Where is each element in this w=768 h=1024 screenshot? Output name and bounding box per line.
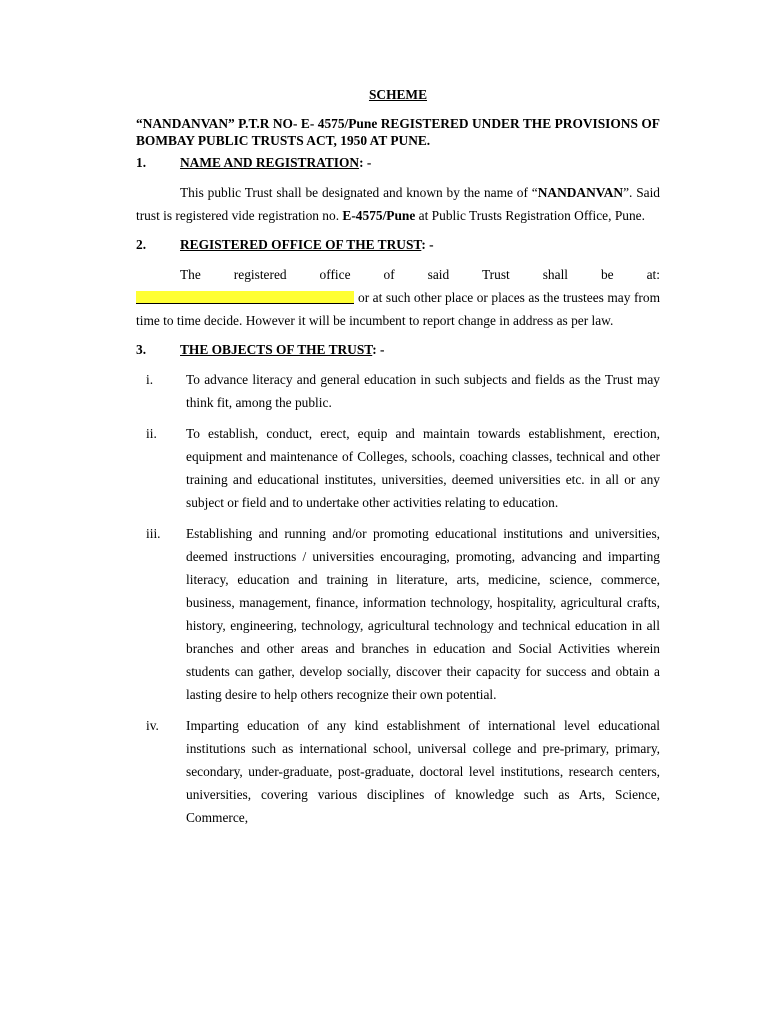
section-heading-registered-office	[136, 236, 660, 254]
trust-name: NANDANVAN	[537, 185, 624, 200]
objects-list	[136, 368, 660, 829]
list-item	[136, 422, 660, 514]
document-title: SCHEME	[368, 87, 428, 102]
section-paragraph-name-registration	[136, 181, 660, 227]
section-title: NAME AND REGISTRATION	[180, 155, 360, 170]
section-heading-objects	[136, 341, 660, 359]
list-item-text: Establishing and running and/or promoting educational institutions and universities, deemed instructions / universities encouraging, promoting, advancing and imparting literacy, education and training in literature, arts, medicine, science, commerce, business, management, finance, information technology, hospitality, agricultural crafts, history, engineering, technology, agricultural technology and technical education in all branches and other areas and branches in education and Social Activities wherein students can gather, develop socially, discover their capacity for success and obtain a lasting desire to help others recognize their own potential.	[186, 526, 660, 702]
section-title-suffix: : -	[421, 237, 434, 252]
list-item-text: To establish, conduct, erect, equip and maintain towards establishment, erection, equipment and maintenance of Colleges, schools, coaching classes, technical and other training and educational institutes, universities, deemed universities etc. in all or any subject or field and to undertake other activities relating to education.	[186, 426, 660, 510]
section-heading-name-registration	[136, 154, 660, 172]
section-title-suffix: : -	[359, 155, 372, 170]
section-paragraph-registered-office	[136, 263, 660, 332]
list-item-number: i.	[146, 372, 154, 387]
paragraph-text: This public Trust shall be designated and known by the name of “	[180, 185, 538, 200]
address-blank-highlight	[136, 291, 354, 304]
paragraph-text: ”. Said trust is registered vide registration no.	[136, 185, 661, 223]
paragraph-text: at Public Trusts Registration Office, Pune.	[415, 208, 645, 223]
section-title-suffix: : -	[372, 342, 385, 357]
list-item-number: ii.	[146, 426, 157, 441]
section-title: THE OBJECTS OF THE TRUST	[180, 342, 373, 357]
paragraph-text: or at such other place or places as the trustees may from time to time decide. However it will be incumbent to report change in address as per law.	[136, 290, 660, 328]
document-intro: “NANDANVAN” P.T.R NO- E- 4575/Pune REGISTERED UNDER THE PROVISIONS OF BOMBAY PUBLIC TRUSTS ACT, 1950 AT PUNE.	[136, 116, 660, 148]
registration-number: E-4575/Pune	[342, 208, 416, 223]
section-title: REGISTERED OFFICE OF THE TRUST	[180, 237, 422, 252]
list-item	[136, 522, 660, 706]
list-item-text: Imparting education of any kind establishment of international level educational institutions such as international school, universal college and pre-primary, primary, secondary, under-graduate, post-graduate, doctoral level institutions, research centers, universities, covering various disciplines of knowledge such as Arts, Science, Commerce,	[186, 718, 660, 825]
list-item	[136, 368, 660, 414]
section-number: 2.	[136, 237, 147, 252]
paragraph-text: The registered office of said Trust shall be at:	[180, 267, 660, 282]
section-number: 3.	[136, 342, 147, 357]
list-item	[136, 714, 660, 829]
list-item-number: iv.	[146, 718, 159, 733]
list-item-number: iii.	[146, 526, 161, 541]
list-item-text: To advance literacy and general education in such subjects and fields as the Trust may think fit, among the public.	[186, 372, 660, 410]
section-number: 1.	[136, 155, 147, 170]
